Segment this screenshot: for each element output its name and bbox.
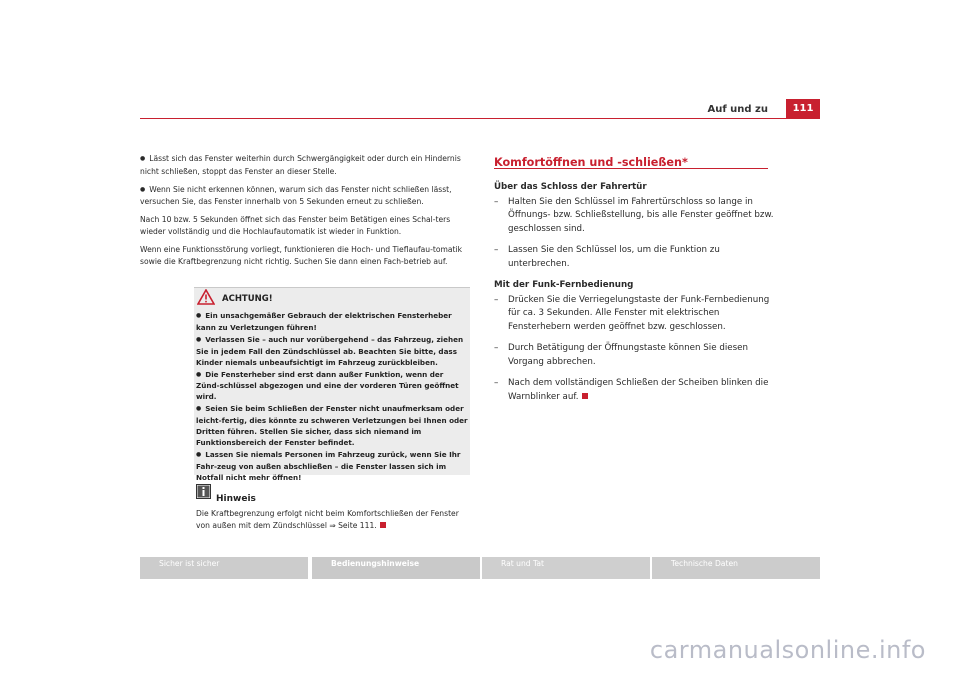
paragraph-malfunction: Wenn eine Funktionsstörung vorliegt, funktionieren die Hoch- und Tieflaufau-tomatik sowie die Kraftbegrenzung nicht richtig. Suchen Sie dann einen Fach-betrieb auf. xyxy=(140,244,462,266)
paragraph-retry: ● Wenn Sie nicht erkennen können, warum sich das Fenster nicht schließen lässt, versuchen Sie, das Fenster innerhalb von 5 Sekunden erneut zu schließen. xyxy=(140,184,472,209)
footer-tab-label: Bedienungshinweise xyxy=(331,559,420,568)
page-header-title: Auf und zu xyxy=(707,104,768,115)
left-column xyxy=(140,153,472,273)
paragraph-obstacle: ● Lässt sich das Fenster weiterhin durch Schwergängigkeit oder durch ein Hindernis nicht schließen, stoppt das Fenster an dieser Stelle. xyxy=(140,153,472,178)
footer-tab-label: Technische Daten xyxy=(671,559,738,568)
step-dash: – xyxy=(494,378,499,388)
step-dash: – xyxy=(494,343,499,353)
warning-item: ● Verlassen Sie – auch nur vorübergehend – das Fahrzeug, ziehen Sie in jedem Fall den Zündschlüssel ab. Beachten Sie bitte, dass Kinder niemals unbeaufsichtigt im Fahrzeug zurückbleiben. xyxy=(196,335,468,369)
right-column xyxy=(494,181,774,412)
step-item xyxy=(494,196,774,237)
warning-title: ACHTUNG! xyxy=(222,294,273,304)
warning-item: ● Die Fensterheber sind erst dann außer Funktion, wenn der Zünd-schlüssel abgezogen und eine der vorderen Türen geöffnet wird. xyxy=(196,370,468,404)
warning-item: ● Ein unsachgemäßer Gebrauch der elektrischen Fensterheber kann zu Verletzungen führen! xyxy=(196,311,468,334)
step-dash: – xyxy=(494,196,499,207)
section-title: Komfortöffnen und -schließen* xyxy=(494,156,688,169)
footer-tab-label: Rat und Tat xyxy=(501,559,545,568)
subheading-remote: Mit der Funk-Fernbedienung xyxy=(494,280,634,290)
end-of-section-icon xyxy=(582,393,588,399)
step-text: Halten Sie den Schlüssel im Fahrertürschloss so lange in Öffnungs- bzw. Schließstellung, bis alle Fenster geöffnet bzw. geschlossen sind. xyxy=(508,196,774,234)
page-number-badge: 111 xyxy=(786,99,820,118)
step-dash: – xyxy=(494,245,499,255)
watermark: carmanualsonline.info xyxy=(649,636,926,664)
footer-tab-label: Sicher ist sicher xyxy=(159,559,220,568)
note-title: Hinweis xyxy=(216,494,256,504)
subheading-door-lock: Über das Schloss der Fahrertür xyxy=(494,182,647,192)
footer-tab-safety[interactable] xyxy=(140,557,308,579)
step-item xyxy=(494,244,774,271)
step-text: Lassen Sie den Schlüssel los, um die Funktion zu unterbrechen. xyxy=(508,245,720,269)
header-rule xyxy=(140,118,820,119)
footer-tab-operation[interactable] xyxy=(312,557,480,579)
step-item xyxy=(494,342,774,369)
note-text: Die Kraftbegrenzung erfolgt nicht beim Komfortschließen der Fenster von außen mit dem Zündschlüssel ⇒ Seite 111. xyxy=(196,509,459,530)
warning-item: ● Seien Sie beim Schließen der Fenster nicht unaufmerksam oder leicht-fertig, dies könnte zu schweren Verletzungen bei Ihnen oder Dritten führen. Stellen Sie sicher, dass sich niemand im Funktionsbereich der Fenster befindet. xyxy=(196,404,468,449)
end-of-section-icon xyxy=(380,522,386,528)
step-text: Nach dem vollständigen Schließen der Scheiben blinken die Warnblinker auf. xyxy=(508,378,769,402)
info-note-icon xyxy=(196,484,211,499)
warning-triangle-icon xyxy=(197,289,215,305)
warning-body xyxy=(196,311,468,485)
step-dash: – xyxy=(494,294,499,305)
step-text: Drücken Sie die Verriegelungstaste der Funk-Fernbedienung für ca. 3 Sekunden. Alle Fenster mit elektrischen Fensterhebern werden geöffnet bzw. geschlossen. xyxy=(508,294,770,332)
step-item xyxy=(494,294,774,335)
section-rule xyxy=(494,168,768,169)
footer-tab-technical-data[interactable] xyxy=(652,557,820,579)
footer-tab-tips[interactable] xyxy=(482,557,650,579)
warning-item: ● Lassen Sie niemals Personen im Fahrzeug zurück, wenn Sie Ihr Fahr-zeug von außen abschließen – die Fenster lassen sich im Notfall nicht mehr öffnen! xyxy=(196,450,468,484)
paragraph-timeout: Nach 10 bzw. 5 Sekunden öffnet sich das Fenster beim Betätigen eines Schal-ters wieder vollständig und die Hochlaufautomatik ist wieder in Funktion. xyxy=(140,215,451,236)
note-body xyxy=(196,508,472,532)
step-item xyxy=(494,377,774,404)
step-text: Durch Betätigung der Öffnungstaste können Sie diesen Vorgang abbrechen. xyxy=(508,343,748,367)
